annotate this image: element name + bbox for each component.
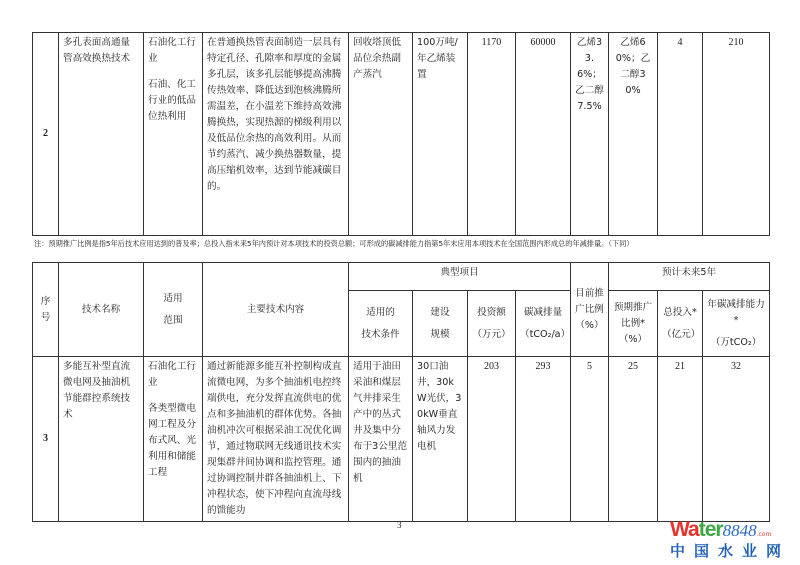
header-future: 预计未来5年 (609, 263, 770, 291)
row-index: 3 (33, 357, 59, 522)
header-index: 序号 (33, 263, 59, 357)
table-row (33, 33, 770, 236)
scope (144, 357, 203, 522)
watermark-digits: 8848 (722, 521, 757, 540)
header-typical-project: 典型项目 (349, 263, 571, 291)
table-row (33, 357, 770, 522)
header-carbon-1: 碳减排量 (523, 306, 563, 318)
tech-name: 多孔表面高通量管高效换热技术 (59, 33, 144, 236)
scope-industry: 石油化工行业 (148, 361, 196, 388)
carbon-reduction: 60000 (516, 33, 571, 236)
investment: 1170 (468, 33, 516, 236)
technology-table-continued (32, 32, 770, 236)
investment: 203 (468, 357, 516, 522)
annual-reduction: 32 (703, 357, 770, 522)
header-reduction (703, 291, 770, 357)
header-total-investment-1: 总投入* (663, 306, 697, 318)
header-conditions-2: 技术条件 (361, 328, 400, 340)
header-scope (144, 263, 203, 357)
tech-content: 在普通换热管表面制造一层具有特定孔径、孔隙率和厚度的金属多孔层，该多孔层能够提高沸腾传热效率、降低达到泡核沸腾所需温差，在小温差下维持高效沸腾换热，实现热源的梯级利用以及低品位余热的高效利用。从而节约蒸汽、减少换热器数量，提高压缩机效率，达到节能减碳目的。 (203, 33, 349, 236)
scope-industry: 石油化工行业 (148, 37, 196, 64)
scope-detail: 石油、化工行业的低品位热利用 (148, 79, 196, 122)
watermark-latin-b: ter (698, 518, 723, 541)
tech-name: 多能互补型直流微电网及抽油机节能群控系统技术 (59, 357, 144, 522)
current-ratio: 乙烯33.6%；乙二醇7.5% (571, 33, 609, 236)
tech-content: 通过新能源多能互补控制构成直流微电网，为多个抽油机电控终端供电，充分发挥直流供电的优点和多抽油机的群体优势。各抽油机冲次可根据采油工况优化调节，通过物联网无线通讯技术实现集群井间协调和监控管理。通过协调控制井群各抽油机上、下冲程状态，使下冲程向直流母线的馈能功 (203, 357, 349, 522)
header-carbon (516, 291, 571, 357)
current-ratio: 5 (571, 357, 609, 522)
header-conditions (349, 291, 413, 357)
watermark-com: .com (756, 531, 772, 538)
header-row (33, 263, 770, 291)
tech-conditions: 回收塔顶低品位余热副产蒸汽 (349, 33, 413, 236)
header-expected-ratio: 预期推广比例*（%） (609, 291, 658, 357)
header-carbon-2: （tCO₂/a） (520, 328, 571, 340)
build-scale: 100万吨/年乙烯装置 (413, 33, 468, 236)
header-scope-2: 范围 (163, 314, 183, 326)
page-number: 3 (397, 520, 402, 530)
header-investment (468, 291, 516, 357)
expected-ratio: 乙烯60%；乙二醇30% (609, 33, 658, 236)
header-conditions-1: 适用的 (366, 306, 395, 318)
header-reduction-2: （万tCO₂） (710, 336, 762, 348)
header-content: 主要技术内容 (203, 263, 349, 357)
total-investment: 4 (658, 33, 703, 236)
header-investment-2: （万元） (472, 328, 511, 340)
header-scale (413, 291, 468, 357)
header-investment-1: 投资额 (477, 306, 506, 318)
total-investment: 21 (658, 357, 703, 522)
scope-detail: 各类型微电网工程及分布式风、光利用和储能工程 (148, 403, 196, 478)
header-name: 技术名称 (59, 263, 144, 357)
header-scale-2: 规模 (430, 328, 450, 340)
watermark-cn: 中国水业网 (670, 542, 791, 560)
watermark-latin-a: Wa (670, 518, 699, 541)
scope (144, 33, 203, 236)
build-scale: 30口油井，30kW光伏，30kW垂直轴风力发电机 (413, 357, 468, 522)
header-total-investment-2: （亿元） (662, 328, 701, 340)
header-scale-1: 建设 (430, 306, 450, 318)
header-reduction-1: 年碳减排能力* (707, 298, 765, 326)
watermark-logo (670, 518, 790, 561)
carbon-reduction: 293 (516, 357, 571, 522)
table-footnote: 注：预期推广比例是指5年后技术应用达到的普及率；总投入指未来5年内预计对本项技术的投资总额；可形成的碳减排能力指第5年末应用本项技术在全国范围内形成总的年减排量。（下同） (34, 239, 634, 248)
technology-table (32, 262, 770, 522)
tech-conditions: 适用于油田采油和煤层气井排采生产中的丛式井及集中分布于3公里范围内的抽油机 (349, 357, 413, 522)
header-current-ratio: 目前推广比例（%） (571, 263, 609, 357)
row-index: 2 (33, 33, 59, 236)
annual-reduction: 210 (703, 33, 770, 236)
header-total-investment (658, 291, 703, 357)
header-scope-1: 适用 (163, 292, 183, 304)
expected-ratio: 25 (609, 357, 658, 522)
